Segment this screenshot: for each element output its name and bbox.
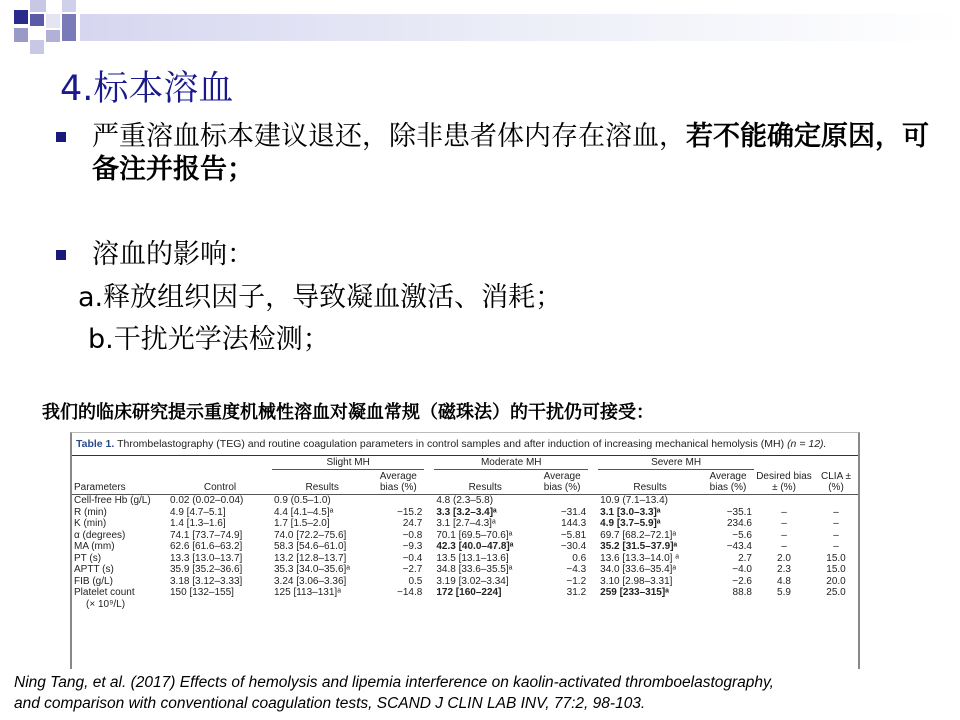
spacer (588, 564, 598, 576)
row-slight-bias: −15.2 (397, 506, 423, 518)
bullet-block-1 (56, 120, 936, 186)
spacer (588, 576, 598, 588)
row-slight-result: 4.4 [4.1–4.5]ᵃ (274, 506, 334, 518)
row-desired-bias (754, 495, 814, 507)
row-moderate-bias: −30.4 (560, 541, 587, 552)
row-moderate-bias: 31.2 (566, 587, 587, 598)
table-row (72, 564, 858, 576)
bullet-square-icon (56, 132, 66, 142)
row-severe-bias: 88.8 (732, 587, 752, 598)
spacer (424, 495, 434, 507)
spacer (424, 518, 434, 530)
bullet-block-2 (56, 238, 254, 271)
row-severe-bias: −5.6 (732, 529, 752, 541)
row-control: 0.02 (0.02–0.04) (170, 495, 244, 506)
spacer (424, 507, 434, 519)
deco-square (30, 40, 44, 54)
group-header-severe: Severe MH (598, 456, 754, 470)
row-moderate-result: 172 [160–224] (436, 587, 502, 598)
row-severe-result: 259 [233–315]ᵃ (600, 587, 669, 598)
spacer (424, 587, 434, 599)
row-desired-bias: 2.3 (777, 564, 791, 575)
deco-square (46, 14, 60, 28)
row-moderate-bias: 144.3 (561, 518, 587, 529)
table-row (72, 495, 858, 507)
row-control: 3.18 [3.12–3.33] (170, 575, 243, 587)
row-severe-result: 35.2 [31.5–37.9]ᵃ (600, 541, 678, 552)
row-severe-bias: 234.6 (726, 518, 752, 529)
row-control: 1.4 [1.3–1.6] (170, 518, 226, 529)
row-severe-bias: −4.0 (732, 564, 752, 575)
row-moderate-result: 13.5 [13.1–13.6] (436, 552, 509, 564)
spacer (424, 541, 434, 553)
bullet-1-normal: 严重溶血标本建议退还，除非患者体内存在溶血， (92, 121, 686, 152)
spacer (588, 553, 598, 565)
row-moderate-bias: 0.6 (572, 552, 587, 564)
spacer (424, 576, 434, 588)
row-slight-result: 3.24 [3.06–3.36] (274, 575, 347, 587)
col-header-parameters: Parameters (72, 470, 168, 495)
sub-item-b: b.干扰光学法检测； (88, 324, 330, 355)
group-header-moderate: Moderate MH (434, 456, 588, 470)
row-desired-bias: 2.0 (777, 552, 791, 564)
row-slight-result (272, 599, 372, 611)
study-note: 我们的临床研究提示重度机械性溶血对凝血常规（磁珠法）的干扰仍可接受： (42, 402, 654, 423)
table-row (72, 507, 858, 519)
row-severe-bias (702, 599, 754, 611)
spacer (588, 518, 598, 530)
row-moderate-result: 4.8 (2.3–5.8) (436, 495, 494, 506)
deco-square (30, 14, 44, 26)
col-header-results: Results (272, 470, 372, 495)
table-row (72, 541, 858, 553)
row-severe-result: 3.10 [2.98–3.31] (600, 575, 673, 587)
row-control: 74.1 [73.7–74.9] (170, 529, 243, 541)
row-severe-bias: −43.4 (726, 541, 752, 552)
row-moderate-result (434, 599, 536, 611)
row-moderate-result: 3.3 [3.2–3.4]ᵃ (436, 506, 497, 518)
bullet-2-text: 溶血的影响： (92, 239, 254, 270)
row-clia: 15.0 (826, 552, 846, 564)
spacer (424, 530, 434, 542)
bullet-1-bold: 若不能确定原因，可备注并报告； (92, 121, 929, 185)
row-parameter: Platelet count (74, 587, 135, 598)
row-slight-bias (372, 599, 424, 611)
spacer (588, 507, 598, 519)
bullet-1-text (92, 120, 936, 186)
row-desired-bias: 4.8 (777, 575, 791, 587)
table-caption (72, 433, 858, 455)
row-moderate-bias: −4.3 (566, 564, 587, 575)
row-severe-result: 4.9 [3.7–5.9]ᵃ (600, 518, 661, 529)
row-parameter: Cell-free Hb (g/L) (74, 495, 151, 506)
col-header-results: Results (598, 470, 702, 495)
row-parameter: PT (s) (74, 552, 102, 564)
col-header-results: Results (434, 470, 536, 495)
group-header-slight: Slight MH (272, 456, 424, 470)
row-clia: – (833, 529, 839, 541)
col-header-avg-bias: Average bias (%) (702, 470, 754, 495)
row-slight-bias: −2.7 (402, 564, 423, 575)
row-clia (814, 495, 858, 507)
citation (14, 672, 954, 714)
data-table-image (70, 432, 860, 669)
row-clia: – (833, 518, 839, 529)
bullet-square-icon (56, 250, 66, 260)
row-parameter: APTT (s) (74, 564, 114, 575)
row-slight-result: 0.9 (0.5–1.0) (274, 495, 331, 506)
row-desired-bias: – (781, 518, 787, 529)
row-moderate-result: 70.1 [69.5–70.6]ᵃ (436, 529, 513, 541)
spacer (424, 599, 434, 611)
row-parameter: FIB (g/L) (74, 575, 113, 587)
row-moderate-result: 3.19 [3.02–3.34] (436, 575, 509, 587)
header-gradient-bar (80, 14, 960, 41)
row-clia: 20.0 (826, 575, 846, 587)
row-slight-bias: −14.8 (397, 587, 423, 598)
row-slight-bias (372, 495, 424, 507)
row-severe-result: 13.6 [13.3–14.0] ᵃ (600, 552, 679, 564)
table-row (72, 518, 858, 530)
row-severe-result (598, 599, 702, 611)
row-slight-bias: −0.4 (402, 552, 423, 564)
row-moderate-result: 3.1 [2.7–4.3]ᵃ (436, 518, 496, 529)
spacer (588, 587, 598, 599)
row-slight-bias: 0.5 (408, 575, 423, 587)
row-severe-bias (702, 495, 754, 507)
row-control: 13.3 [13.0–13.7] (170, 552, 243, 564)
table-body (72, 495, 858, 611)
deco-square (30, 0, 46, 12)
citation-line-1: Ning Tang, et al. (2017) Effects of hemolysis and lipemia interference on kaolin-activated thromboelastography, (14, 674, 774, 691)
row-desired-bias: – (781, 506, 787, 518)
slide-title: 4.标本溶血 (60, 69, 234, 109)
table-caption-text: Thrombelastography (TEG) and routine coagulation parameters in control samples and after induction of increasing mechanical hemolysis (MH) (117, 438, 785, 450)
deco-square (62, 14, 76, 41)
spacer (588, 541, 598, 553)
table-row (72, 599, 858, 611)
deco-square (46, 30, 60, 42)
spacer (588, 530, 598, 542)
row-clia: 25.0 (826, 587, 846, 598)
row-clia (814, 599, 858, 611)
col-header-avg-bias: Average bias (%) (372, 470, 424, 495)
spacer (588, 599, 598, 611)
col-header-clia: CLIA ± (%) (814, 470, 858, 495)
row-severe-bias: −35.1 (726, 506, 752, 518)
row-clia: 15.0 (826, 564, 846, 575)
row-slight-bias: 24.7 (402, 518, 423, 529)
deco-square (14, 10, 28, 24)
deco-square (14, 28, 28, 42)
table-row (72, 576, 858, 588)
row-desired-bias: 5.9 (777, 587, 791, 598)
row-control: 35.9 [35.2–36.6] (170, 564, 243, 575)
row-desired-bias: – (781, 541, 787, 552)
row-slight-result: 35.3 [34.0–35.6]ᵃ (274, 564, 351, 575)
row-clia: – (833, 541, 839, 552)
row-severe-result: 3.1 [3.0–3.3]ᵃ (600, 506, 661, 518)
row-severe-result: 69.7 [68.2–72.1]ᵃ (600, 529, 677, 541)
col-header-control: Control (168, 470, 272, 495)
col-header-desired-bias: Desired bias ± (%) (754, 470, 814, 495)
row-desired-bias: – (781, 529, 787, 541)
table-row (72, 553, 858, 565)
row-slight-result: 125 [113–131]ᵃ (274, 587, 341, 598)
row-slight-result: 58.3 [54.6–61.0] (274, 541, 347, 552)
row-control: 62.6 [61.6–63.2] (170, 541, 243, 552)
spacer (424, 564, 434, 576)
row-parameter: α (degrees) (74, 529, 126, 541)
row-moderate-bias (536, 599, 588, 611)
table-row (72, 587, 858, 599)
row-moderate-bias: −1.2 (566, 575, 587, 587)
row-slight-result: 74.0 [72.2–75.6] (274, 529, 347, 541)
table-caption-n: (n = 12). (787, 438, 827, 450)
row-control (168, 599, 272, 611)
coagulation-table (72, 455, 858, 610)
row-moderate-result: 34.8 [33.6–35.5]ᵃ (436, 564, 513, 575)
table-label: Table 1. (76, 438, 115, 450)
row-clia: – (833, 506, 839, 518)
row-control: 150 [132–155] (170, 587, 234, 598)
row-moderate-bias: −5.81 (560, 529, 587, 541)
row-slight-bias: −0.8 (402, 529, 423, 541)
row-slight-result: 13.2 [12.8–13.7] (274, 552, 347, 564)
row-parameter: K (min) (74, 518, 107, 529)
row-parameter: R (min) (74, 506, 107, 518)
row-parameter: (× 10⁹/L) (86, 598, 126, 610)
row-parameter: MA (mm) (74, 541, 115, 552)
table-row (72, 530, 858, 542)
row-slight-bias: −9.3 (402, 541, 423, 552)
row-severe-bias: 2.7 (738, 552, 752, 564)
deco-square (62, 0, 76, 12)
row-moderate-result: 42.3 [40.0–47.8]ᵃ (436, 541, 514, 552)
spacer (588, 495, 598, 507)
citation-line-2: and comparison with conventional coagulation tests, SCAND J CLIN LAB INV, 77:2, 98-103. (14, 695, 646, 712)
row-severe-result: 10.9 (7.1–13.4) (600, 495, 668, 506)
row-moderate-bias (536, 495, 588, 507)
row-moderate-bias: −31.4 (560, 506, 587, 518)
row-control: 4.9 [4.7–5.1] (170, 506, 226, 518)
row-severe-bias: −2.6 (732, 575, 752, 587)
row-severe-result: 34.0 [33.6–35.4]ᵃ (600, 564, 677, 575)
row-desired-bias (754, 599, 814, 611)
col-header-avg-bias: Average bias (%) (536, 470, 588, 495)
header-decoration (0, 0, 960, 60)
row-slight-result: 1.7 [1.5–2.0] (274, 518, 330, 529)
spacer (424, 553, 434, 565)
sub-item-a: a.释放组织因子，导致凝血激活、消耗； (78, 282, 563, 313)
